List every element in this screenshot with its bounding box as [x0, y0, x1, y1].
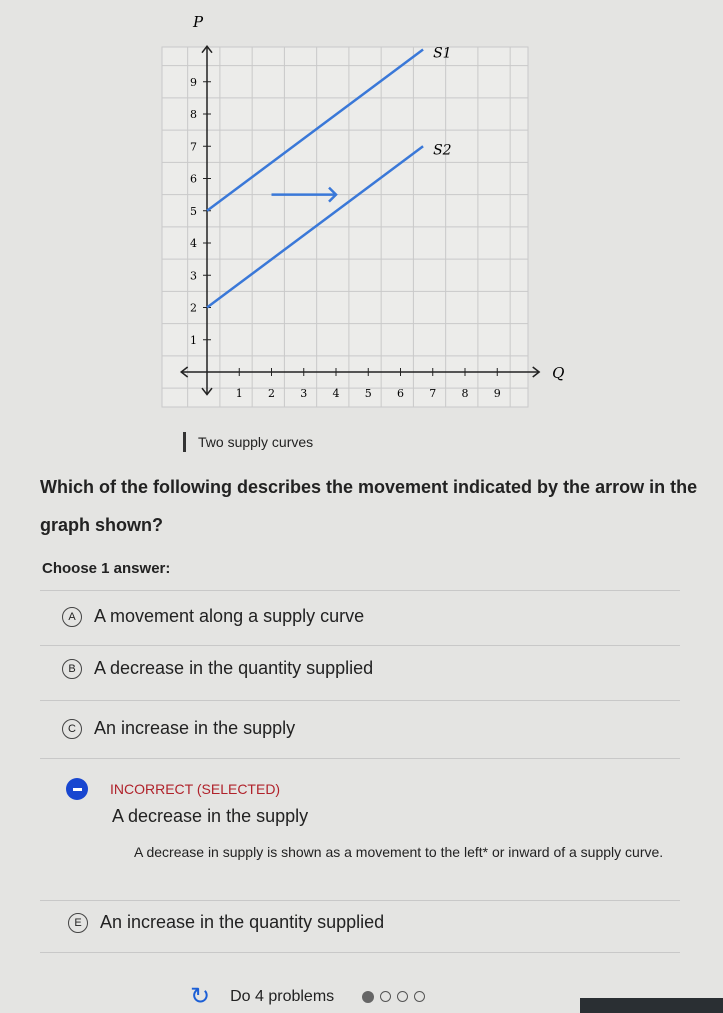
choice-letter-icon: E [68, 913, 88, 933]
choice-text: An increase in the supply [94, 718, 296, 738]
curve-label-s2: S2 [433, 142, 452, 159]
refresh-icon[interactable]: ↻ [190, 983, 211, 1010]
choose-label: Choose 1 answer: [42, 560, 171, 577]
y-tick-label: 9 [190, 75, 197, 89]
progress-dot [414, 991, 425, 1002]
x-tick-label: 8 [461, 387, 469, 400]
choice-a[interactable] [62, 606, 364, 627]
screen-edge [580, 998, 723, 1013]
choice-c[interactable] [62, 718, 295, 739]
divider [40, 952, 680, 953]
y-tick-label: 3 [190, 269, 197, 283]
x-tick-label: 9 [493, 387, 501, 400]
choice-text: An increase in the quantity supplied [100, 912, 385, 932]
choice-letter-icon: B [62, 659, 82, 679]
x-tick-label: 2 [268, 387, 275, 400]
choice-letter-icon: A [62, 607, 82, 627]
supply-graph [0, 0, 723, 460]
incorrect-status: INCORRECT (SELECTED) [110, 781, 281, 797]
x-tick-label: 1 [235, 387, 243, 400]
divider [40, 645, 680, 646]
y-tick-label: 2 [190, 301, 197, 315]
x-tick-label: 5 [364, 387, 372, 400]
incorrect-minus-icon [66, 778, 88, 800]
explanation-text: A decrease in supply is shown as a movement to the left* or inward of a supply curve. [134, 844, 664, 860]
divider [40, 700, 680, 701]
x-axis-label: Q [552, 364, 565, 382]
x-tick-label: 7 [429, 387, 437, 400]
choice-e[interactable] [68, 912, 384, 933]
divider [40, 590, 680, 591]
x-tick-label: 6 [397, 387, 404, 400]
divider [40, 900, 680, 901]
y-tick-label: 5 [190, 204, 197, 218]
divider [40, 758, 680, 759]
do-problems-label: Do 4 problems [230, 987, 335, 1005]
x-tick-label: 3 [300, 387, 308, 400]
y-tick-label: 4 [190, 237, 197, 250]
y-tick-label: 8 [190, 108, 197, 121]
y-tick-label: 6 [190, 172, 197, 186]
question-text: Which of the following describes the movement indicated by the arrow in the graph shown? [40, 477, 698, 535]
choice-text: A movement along a supply curve [94, 606, 365, 626]
progress-dot [397, 991, 408, 1002]
curve-label-s1: S1 [433, 45, 452, 62]
x-tick-label: 4 [332, 387, 340, 400]
choice-b[interactable] [62, 658, 373, 679]
progress-dot [380, 991, 391, 1002]
y-axis-label: P [193, 12, 204, 31]
y-tick-label: 1 [190, 333, 197, 347]
footer [190, 982, 425, 1011]
choice-letter-icon: C [62, 719, 82, 739]
y-tick-label: 7 [190, 140, 197, 154]
graph-caption: Two supply curves [183, 432, 313, 452]
choice-text: A decrease in the quantity supplied [94, 658, 374, 678]
choice-text: A decrease in the supply [112, 806, 309, 826]
progress-dot [362, 991, 374, 1003]
